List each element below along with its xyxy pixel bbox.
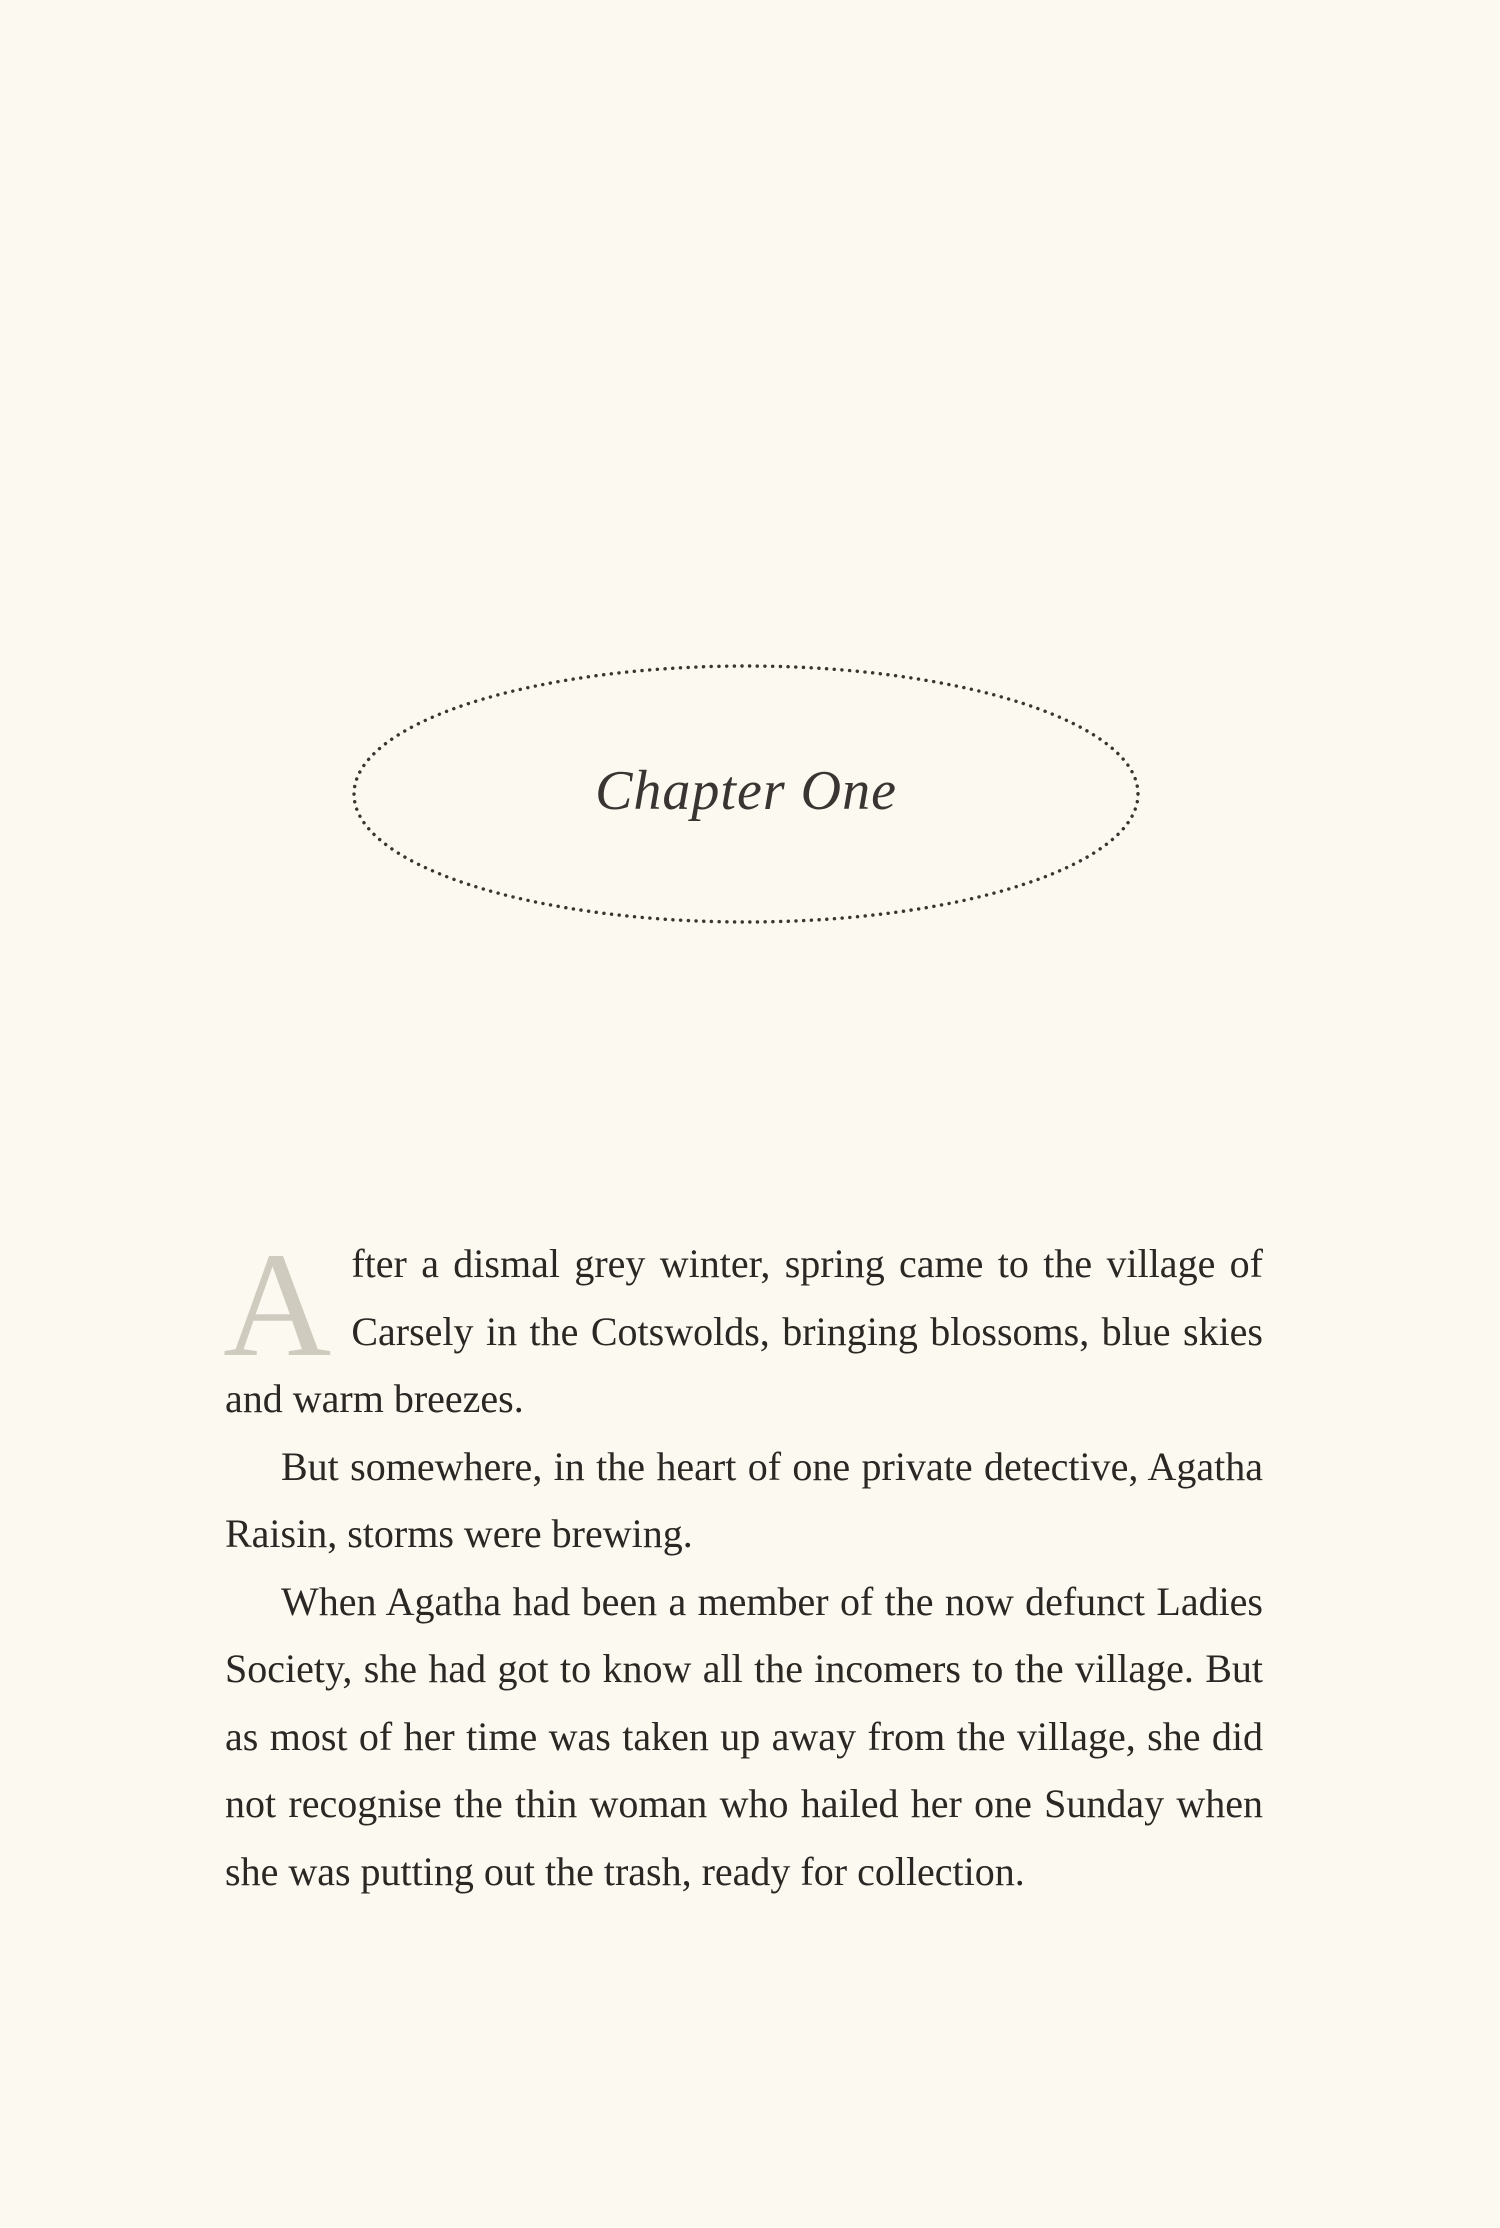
chapter-body-text (223, 1222, 1263, 1905)
drop-cap: A (223, 1222, 332, 1388)
paragraph-1-text: fter a dismal grey winter, spring came to the village of Carsely in the Cotswolds, bringing blossoms, blue skies and warm breezes. (225, 1241, 1263, 1421)
chapter-heading (348, 658, 1144, 930)
paragraph-2: But somewhere, in the heart of one private detective, Agatha Raisin, storms were brewing. (225, 1443, 1263, 1556)
chapter-title: Chapter One (595, 760, 897, 822)
paragraph-1 (223, 1222, 1263, 1433)
paragraph-3: When Agatha had been a member of the now defunct Ladies Society, she had got to know all the incomers to the village. But as most of her time was taken up away from the village, she did not recognise the thin woman who hailed her one Sunday when she was putting out the trash, ready for collection. (225, 1578, 1263, 1894)
